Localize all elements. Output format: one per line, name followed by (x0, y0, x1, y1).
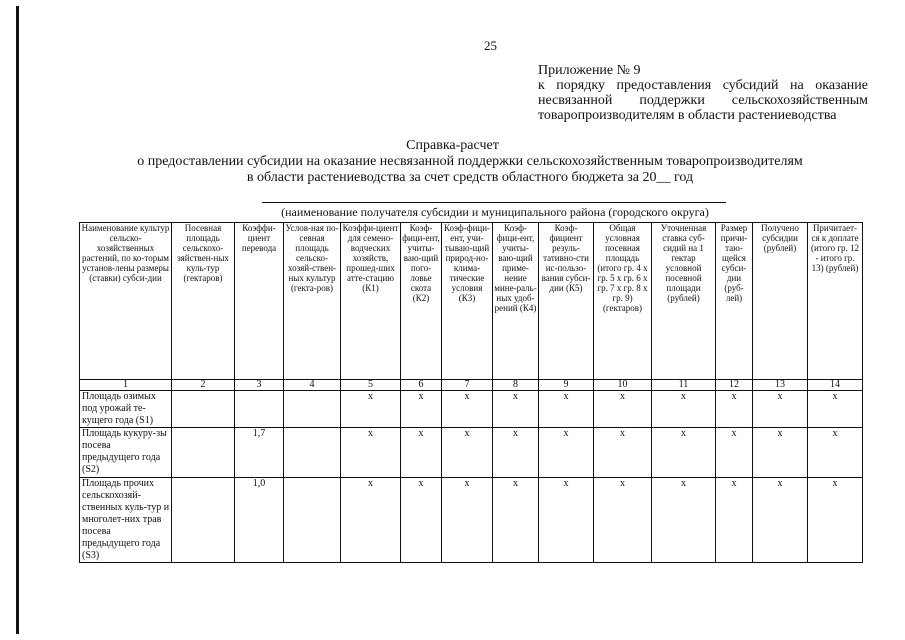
table-cell[interactable]: x (716, 428, 753, 478)
table-cell[interactable] (235, 391, 284, 428)
column-number: 8 (493, 380, 539, 391)
appendix-subtitle: к порядку предоставления субсидий на оказание несвязанной поддержки сельскохозяйственным товаропроизводителям в области растениеводства (538, 78, 868, 123)
table-cell[interactable]: 1,0 (235, 478, 284, 563)
table-cell[interactable]: x (493, 428, 539, 478)
column-number: 13 (753, 380, 808, 391)
table-cell[interactable]: x (341, 428, 401, 478)
table-cell[interactable]: x (539, 391, 594, 428)
document-title-line3: в области растениеводства за счет средств областного бюджета за 20__ год (246, 170, 694, 185)
table-row (80, 428, 863, 478)
table-cell[interactable]: x (493, 478, 539, 563)
column-number: 10 (594, 380, 652, 391)
header-cell: Коэф-фици-ент, учи-тываю-щий природ-но-клима-тические условия (К3) (442, 223, 493, 380)
header-cell: Коэф-фициент резуль-тативно-сти ис-пользо-вания субси-дии (К5) (539, 223, 594, 380)
table-cell[interactable]: x (341, 478, 401, 563)
document-title: Справка-расчет (406, 138, 499, 153)
table-cell[interactable]: x (808, 428, 863, 478)
header-cell: Размер причи-таю-щейся субси-дии (руб-лей) (716, 223, 753, 380)
table-cell[interactable]: x (753, 478, 808, 563)
table-cell[interactable]: x (652, 478, 716, 563)
table-cell[interactable]: x (539, 478, 594, 563)
row-label: Площадь прочих сельскохозяй-ственных куль-тур и многолет-них трав посева предыдущего года (S3) (80, 478, 172, 563)
header-cell: Коэффи-циент перевода (235, 223, 284, 380)
row-label: Площадь озимых под урожай те-кущего года (S1) (80, 391, 172, 428)
column-number: 11 (652, 380, 716, 391)
column-number: 7 (442, 380, 493, 391)
header-cell: Общая условная посевная площадь (итого гр. 4 х гр. 5 х гр. 6 х гр. 7 х гр. 8 х гр. 9) (гектаров) (594, 223, 652, 380)
column-number: 14 (808, 380, 863, 391)
table-cell[interactable]: x (716, 478, 753, 563)
table-cell[interactable]: x (716, 391, 753, 428)
header-cell: Получено субсидии (рублей) (753, 223, 808, 380)
calculation-table (79, 222, 863, 563)
column-number: 4 (284, 380, 341, 391)
table-cell[interactable]: x (753, 428, 808, 478)
table-cell[interactable]: x (808, 391, 863, 428)
document-title-line2: о предоставлении субсидии на оказание несвязанной поддержки сельскохозяйственным товаропроизводителям (137, 154, 803, 169)
table-cell[interactable]: x (493, 391, 539, 428)
header-cell: Коэф-фици-ент, учиты-ваю-щий пого-ловье скота (К2) (401, 223, 442, 380)
header-cell: Коэффи-циент для семено-водческих хозяйств, прошед-ших атте-стацию (К1) (341, 223, 401, 380)
table-cell[interactable]: x (753, 391, 808, 428)
table-cell[interactable]: x (594, 391, 652, 428)
column-number: 5 (341, 380, 401, 391)
table-row (80, 478, 863, 563)
table-cell[interactable] (172, 478, 235, 563)
column-number: 6 (401, 380, 442, 391)
header-cell: Услов-ная по-севная площадь сельско-хозяй-ствен-ных культур (гекта-ров) (284, 223, 341, 380)
recipient-note: (наименование получателя субсидии и муниципального района (городского округа) (281, 205, 709, 219)
table-cell[interactable]: x (442, 428, 493, 478)
row-label: Площадь кукуру-зы посева предыдущего года (S2) (80, 428, 172, 478)
header-cell: Уточненная ставка суб-сидий на 1 гектар условной посевной площади (рублей) (652, 223, 716, 380)
table-cell[interactable]: x (808, 478, 863, 563)
appendix-header (538, 63, 868, 123)
recipient-fill-line[interactable] (262, 202, 726, 203)
table-header-row (80, 223, 863, 380)
table-cell[interactable]: x (442, 478, 493, 563)
table-cell[interactable] (284, 428, 341, 478)
page-number: 25 (484, 38, 497, 53)
column-number: 3 (235, 380, 284, 391)
table-cell[interactable]: x (594, 478, 652, 563)
table-cell[interactable] (172, 391, 235, 428)
table-cell[interactable]: x (539, 428, 594, 478)
table-cell[interactable]: x (652, 391, 716, 428)
table-cell[interactable] (284, 478, 341, 563)
header-cell: Посевная площадь сельскохо-зяйствен-ных куль-тур (гектаров) (172, 223, 235, 380)
table-cell[interactable]: x (401, 478, 442, 563)
table-row (80, 391, 863, 428)
table-cell[interactable]: x (594, 428, 652, 478)
table-cell[interactable]: x (652, 428, 716, 478)
column-number: 2 (172, 380, 235, 391)
column-number: 12 (716, 380, 753, 391)
table-cell[interactable]: x (341, 391, 401, 428)
header-cell: Коэф-фици-ент, учиты-ваю-щий приме-нение мине-раль-ных удоб-рений (К4) (493, 223, 539, 380)
table-cell[interactable] (172, 428, 235, 478)
header-cell: Причитает-ся к доплате (итого гр. 12 - итого гр. 13) (рублей) (808, 223, 863, 380)
header-cell: Наименование культур сельско-хозяйственных растений, по ко-торым установ-лены размеры (ставки) субси-дии (80, 223, 172, 380)
column-number-row (80, 380, 863, 391)
table-cell[interactable]: x (442, 391, 493, 428)
column-number: 9 (539, 380, 594, 391)
table-cell[interactable]: 1,7 (235, 428, 284, 478)
left-border-line (16, 6, 19, 634)
appendix-title: Приложение № 9 (538, 63, 641, 78)
column-number: 1 (80, 380, 172, 391)
table-cell[interactable]: x (401, 428, 442, 478)
table-cell[interactable] (284, 391, 341, 428)
table-cell[interactable]: x (401, 391, 442, 428)
